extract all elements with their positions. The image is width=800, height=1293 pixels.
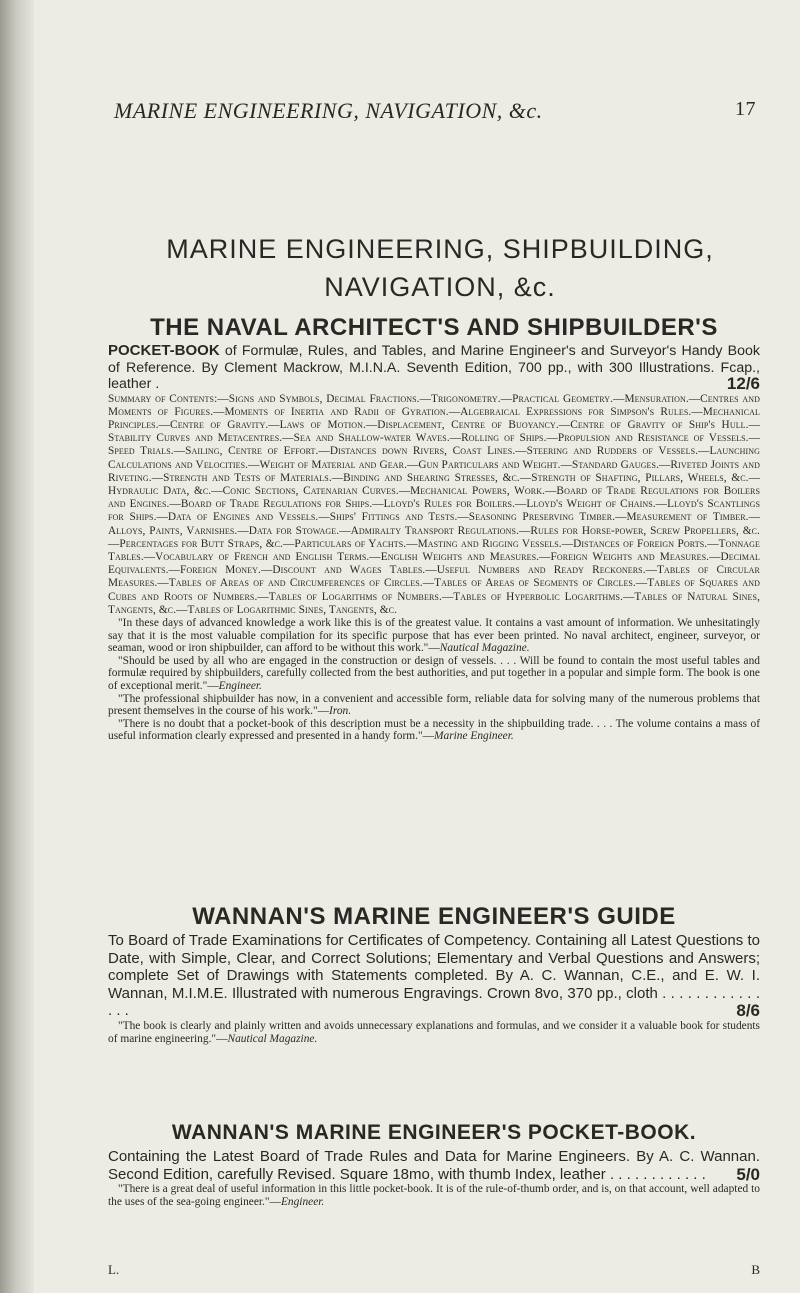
review-text: "There is a great deal of useful information in this little pocket-book. It is of the rule-of-thumb order, and is, on that account, well adapted to the uses of the sea-going engineer."— [108, 1183, 760, 1208]
running-head [114, 98, 756, 124]
signature-right: B [751, 1262, 760, 1277]
running-head-title: MARINE ENGINEERING, NAVIGATION, &c. [114, 98, 543, 123]
review-source: Nautical Magazine. [439, 642, 530, 655]
review-quote [108, 617, 760, 655]
book-title: WANNAN'S MARINE ENGINEER'S GUIDE [192, 903, 676, 930]
book-price: 12/6 [726, 374, 760, 393]
book-description-lead: POCKET-BOOK [108, 342, 220, 359]
book-title: WANNAN'S MARINE ENGINEER'S POCKET-BOOK. [171, 1121, 697, 1144]
page-number: 17 [735, 98, 756, 120]
review-text: "In these days of advanced knowledge a work like this is of the greatest value. It contains a vast amount of information. We unhesitatingly say that it is the most valuable compilation for its specific purpose that has ever been printed. No naval architect, engineer, surveyor, or seaman, wood or iron shipbuilder, can afford to be without this work."— [108, 616, 760, 655]
review-text: "The professional shipbuilder has now, in a convenient and accessible form, reliable data for solving many of the numerous problems that present themselves in the course of his work."— [108, 692, 760, 718]
review-source: Iron. [329, 705, 352, 718]
book-description [108, 343, 760, 393]
book-description-text: of Formulæ, Rules, and Tables, and Marine Engineer's and Surveyor's Handy Book of Reference. By Clement Mackrow, M.I.N.A. Seventh Edition, 700 pp., with 300 Illustrations. Fcap., leather . [108, 343, 760, 392]
book-entry-marine-engineers-guide [108, 902, 760, 1045]
book-spine-shadow [0, 0, 34, 1293]
review-source: Marine Engineer. [434, 730, 514, 743]
review-quote [108, 1183, 760, 1208]
review-source: Engineer. [218, 679, 262, 692]
book-description [108, 932, 760, 1020]
book-entry-naval-architect [108, 313, 760, 743]
review-source: Nautical Magazine. [227, 1032, 318, 1045]
review-text: "The book is clearly and plainly written and avoids unnecessary explanations and formulas, and we consider it a valuable book for students of marine engineering."— [108, 1019, 760, 1045]
review-text: "There is no doubt that a pocket-book of this description must be a necessity in the shipbuilding trade. . . . The volume contains a mass of useful information clearly expressed and presented in a handy form."— [108, 717, 760, 743]
book-description-text: Containing the Latest Board of Trade Rules and Data for Marine Engineers. By A. C. Wannan. Second Edition, carefully Revised. Square 18mo, with thumb Index, leather . . . . . . . . . . . . [108, 1148, 760, 1183]
review-quote [108, 1020, 760, 1045]
book-description [108, 1148, 760, 1183]
review-quote [108, 693, 760, 718]
review-quote [108, 655, 760, 693]
review-source: Engineer. [280, 1195, 325, 1208]
book-description-text: To Board of Trade Examinations for Certificates of Competency. Containing all Latest Questions to Date, with Simple, Clear, and Correct Solutions; Elementary and Verbal Questions and Answers; complete Set of Drawings with Statements completed. By A. C. Wannan, C.E., and E. W. I. Wannan, M.I.M.E. Illustrated with numerous Engravings. Crown 8vo, 370 pp., cloth . . . . . . . . . . . . . . . [108, 932, 760, 1020]
book-price: 5/0 [736, 1164, 760, 1184]
section-title-line2: NAVIGATION, &c. [324, 272, 556, 302]
book-title: THE NAVAL ARCHITECT'S AND SHIPBUILDER'S [150, 314, 718, 341]
page [40, 0, 792, 1293]
section-title [80, 230, 800, 306]
signature-left: L. [108, 1262, 120, 1277]
signature-marks [108, 1262, 760, 1278]
section-title-line1: MARINE ENGINEERING, SHIPBUILDING, [166, 234, 714, 264]
summary-of-contents: Summary of Contents:—Signs and Symbols, Decimal Fractions.—Trigonometry.—Practical Geometry.—Mensuration.—Centres and Moments of Figures.—Moments of Inertia and Radii of Gyration.—Algebraical Expressions for Simpson's Rules.—Mechanical Principles.—Centre of Gravity.—Laws of Motion.—Displacement, Centre of Buoyancy.—Centre of Gravity of Ship's Hull.—Stability Curves and Metacentres.—Sea and Shallow-water Waves.—Rolling of Ships.—Propulsion and Resistance of Vessels.—Speed Trials.—Sailing, Centre of Effort.—Distances down Rivers, Coast Lines.—Steering and Rudders of Vessels.—Launching Calculations and Velocities.—Weight of Material and Gear.—Gun Particulars and Weight.—Standard Gauges.—Riveted Joints and Riveting.—Strength and Tests of Materials.—Binding and Shearing Stresses, &c.—Strength of Shafting, Pillars, Wheels, &c.—Hydraulic Data, &c.—Conic Sections, Catenarian Curves.—Mechanical Powers, Work.—Board of Trade Regulations for Boilers and Engines.—Board of Trade Regulations for Ships.—Lloyd's Rules for Boilers.—Lloyd's Weight of Chains.—Lloyd's Scantlings for Ships.—Data of Engines and Vessels.—Ships' Fittings and Tests.—Seasoning Preserving Timber.—Measurement of Timber.—Alloys, Paints, Varnishes.—Data for Stowage.—Admiralty Transport Regulations.—Rules for Horse-power, Screw Propellers, &c.—Percentages for Butt Straps, &c.—Particulars of Yachts.—Masting and Rigging Vessels.—Distances of Foreign Ports.—Tonnage Tables.—Vocabulary of French and English Terms.—English Weights and Measures.—Foreign Weights and Measures.—Decimal Equivalents.—Foreign Money.—Discount and Wages Tables.—Useful Numbers and Ready Reckoners.—Tables of Circular Measures.—Tables of Areas of and Circumferences of Circles.—Tables of Areas of Segments of Circles.—Tables of Squares and Cubes and Roots of Numbers.—Tables of Logarithms of Numbers.—Tables of Hyperbolic Logarithms.—Tables of Natural Sines, Tangents, &c.—Tables of Logarithmic Sines, Tangents, &c. [108, 392, 760, 616]
review-quote [108, 718, 760, 743]
book-price: 8/6 [736, 1001, 760, 1021]
book-entry-marine-engineers-pocket-book [108, 1118, 760, 1208]
review-text: "Should be used by all who are engaged in the construction or design of vessels. . . . Will be found to contain the most useful tables and formulæ required by shipbuilders, carefully collected from the best authorities, and put together in a popular and simple form. The book is one of exceptional merit."— [108, 654, 760, 692]
